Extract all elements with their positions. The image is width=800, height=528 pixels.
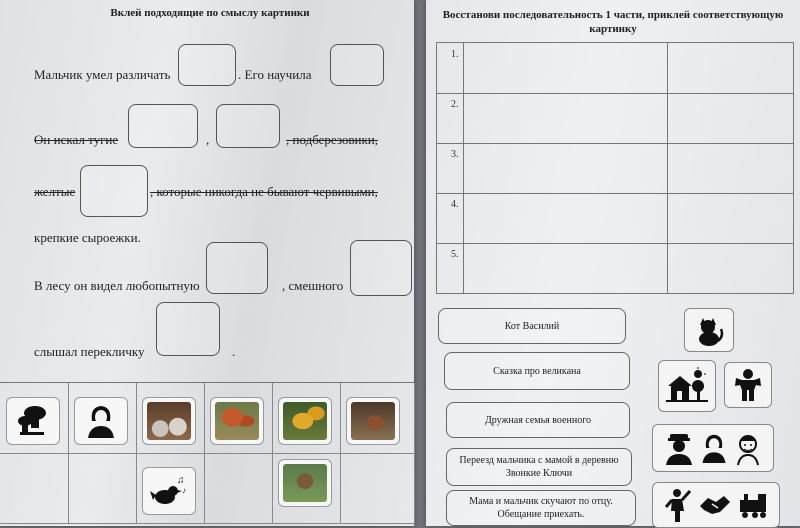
icon-card[interactable] xyxy=(652,482,780,528)
sequence-row xyxy=(437,93,793,144)
paste-slot[interactable] xyxy=(156,302,220,356)
right-title: Восстанови последовательность 1 части, приклей соответствующую картинку xyxy=(442,9,784,35)
left-title: Вклей подходящие по смыслу картинки xyxy=(110,7,310,19)
giant-icon xyxy=(731,368,765,402)
picture-cell xyxy=(340,453,415,524)
line-4-text-a: крепкие сыроежки. xyxy=(34,230,141,245)
line-1-text-b: . Его научила xyxy=(238,67,312,82)
table-divider xyxy=(463,43,464,293)
picture-card[interactable] xyxy=(278,397,332,445)
chanterelles-photo xyxy=(283,402,327,440)
paste-slot[interactable] xyxy=(80,165,148,217)
sequence-row xyxy=(437,143,793,194)
picture-cell xyxy=(272,383,341,454)
sequence-row xyxy=(437,243,793,293)
woman-icon xyxy=(84,403,118,439)
paste-slot[interactable] xyxy=(128,104,198,148)
paste-slot[interactable] xyxy=(206,242,268,294)
row-number: 1. xyxy=(451,49,459,60)
sequence-table xyxy=(436,42,794,294)
soldier-icon xyxy=(663,430,695,466)
mushroom-icon xyxy=(15,404,51,438)
singing-bird-icon xyxy=(149,473,189,509)
village-house-icon xyxy=(664,366,710,406)
moose-calf-photo xyxy=(283,464,327,502)
picture-card[interactable] xyxy=(210,397,264,445)
picture-cell xyxy=(136,453,205,524)
picture-cell xyxy=(68,453,137,524)
picture-cell xyxy=(272,453,341,524)
picture-cell xyxy=(204,453,273,524)
woman-icon xyxy=(699,430,729,466)
line-3-text-b: , которые никогда не бывают червивыми, xyxy=(150,184,378,199)
mushrooms-photo xyxy=(147,402,191,440)
label-card[interactable] xyxy=(438,308,626,344)
label-card[interactable] xyxy=(446,490,636,526)
picture-card[interactable] xyxy=(346,397,400,445)
label-text: Мама и мальчик скучают по отцу. xyxy=(469,496,613,507)
row-number: 4. xyxy=(451,199,459,210)
line-1-text-a: Мальчик умел различать xyxy=(34,67,171,82)
red-mushrooms-photo xyxy=(215,402,259,440)
label-card[interactable] xyxy=(446,448,632,486)
sequence-row xyxy=(437,43,793,94)
sequence-row xyxy=(437,193,793,244)
line-2-sep: , xyxy=(206,132,210,147)
train-icon xyxy=(736,490,770,520)
picture-table xyxy=(0,382,414,527)
line-2-text-b: , подберезовики, xyxy=(286,132,379,147)
picture-cell xyxy=(136,383,205,454)
picture-card[interactable] xyxy=(74,397,128,445)
picture-cell xyxy=(340,383,415,454)
picture-cell xyxy=(204,383,273,454)
svg-text:♪: ♪ xyxy=(182,486,186,495)
picture-card[interactable] xyxy=(278,459,332,507)
label-text: Обещание приехать. xyxy=(497,509,585,520)
picture-card[interactable] xyxy=(6,397,60,445)
line-6-text-b: . xyxy=(232,344,236,359)
picture-card[interactable] xyxy=(142,467,196,515)
paste-slot[interactable] xyxy=(216,104,280,148)
worksheet-right xyxy=(426,0,800,526)
table-divider xyxy=(667,43,668,293)
picture-cell xyxy=(0,383,69,454)
picture-cell xyxy=(0,453,69,524)
paste-slot[interactable] xyxy=(178,44,236,86)
man-waving-icon xyxy=(662,487,694,523)
row-number: 3. xyxy=(451,149,459,160)
picture-card[interactable] xyxy=(142,397,196,445)
svg-text:♫: ♫ xyxy=(177,475,185,486)
paste-slot[interactable] xyxy=(350,240,412,296)
line-6-text-a: слышал перекличку xyxy=(34,344,145,359)
cat-icon xyxy=(694,314,724,346)
line-2-text-a: Он искал тугие xyxy=(34,132,119,147)
handshake-icon xyxy=(698,490,732,520)
label-text: Кот Василий xyxy=(504,320,560,332)
icon-card[interactable] xyxy=(724,362,772,408)
row-number: 2. xyxy=(451,99,459,110)
picture-cell xyxy=(68,383,137,454)
line-5-text-b: , смешного xyxy=(282,278,344,293)
label-text: Дружная семья военного xyxy=(484,414,592,426)
label-card[interactable] xyxy=(446,402,630,438)
paste-slot[interactable] xyxy=(330,44,384,86)
icon-card[interactable] xyxy=(684,308,734,352)
icon-card[interactable] xyxy=(658,360,716,412)
icon-card[interactable] xyxy=(652,424,774,472)
label-text: Переезд мальчика с мамой в деревню Звонкие Ключи xyxy=(459,455,619,479)
boy-icon xyxy=(733,430,763,466)
row-number: 5. xyxy=(451,249,459,260)
label-card[interactable] xyxy=(444,352,630,390)
line-5-text-a: В лесу он видел любопытную xyxy=(34,278,200,293)
squirrel-photo xyxy=(351,402,395,440)
line-3-text-a: желтые xyxy=(34,184,76,199)
label-text: Сказка про великана xyxy=(493,365,581,377)
